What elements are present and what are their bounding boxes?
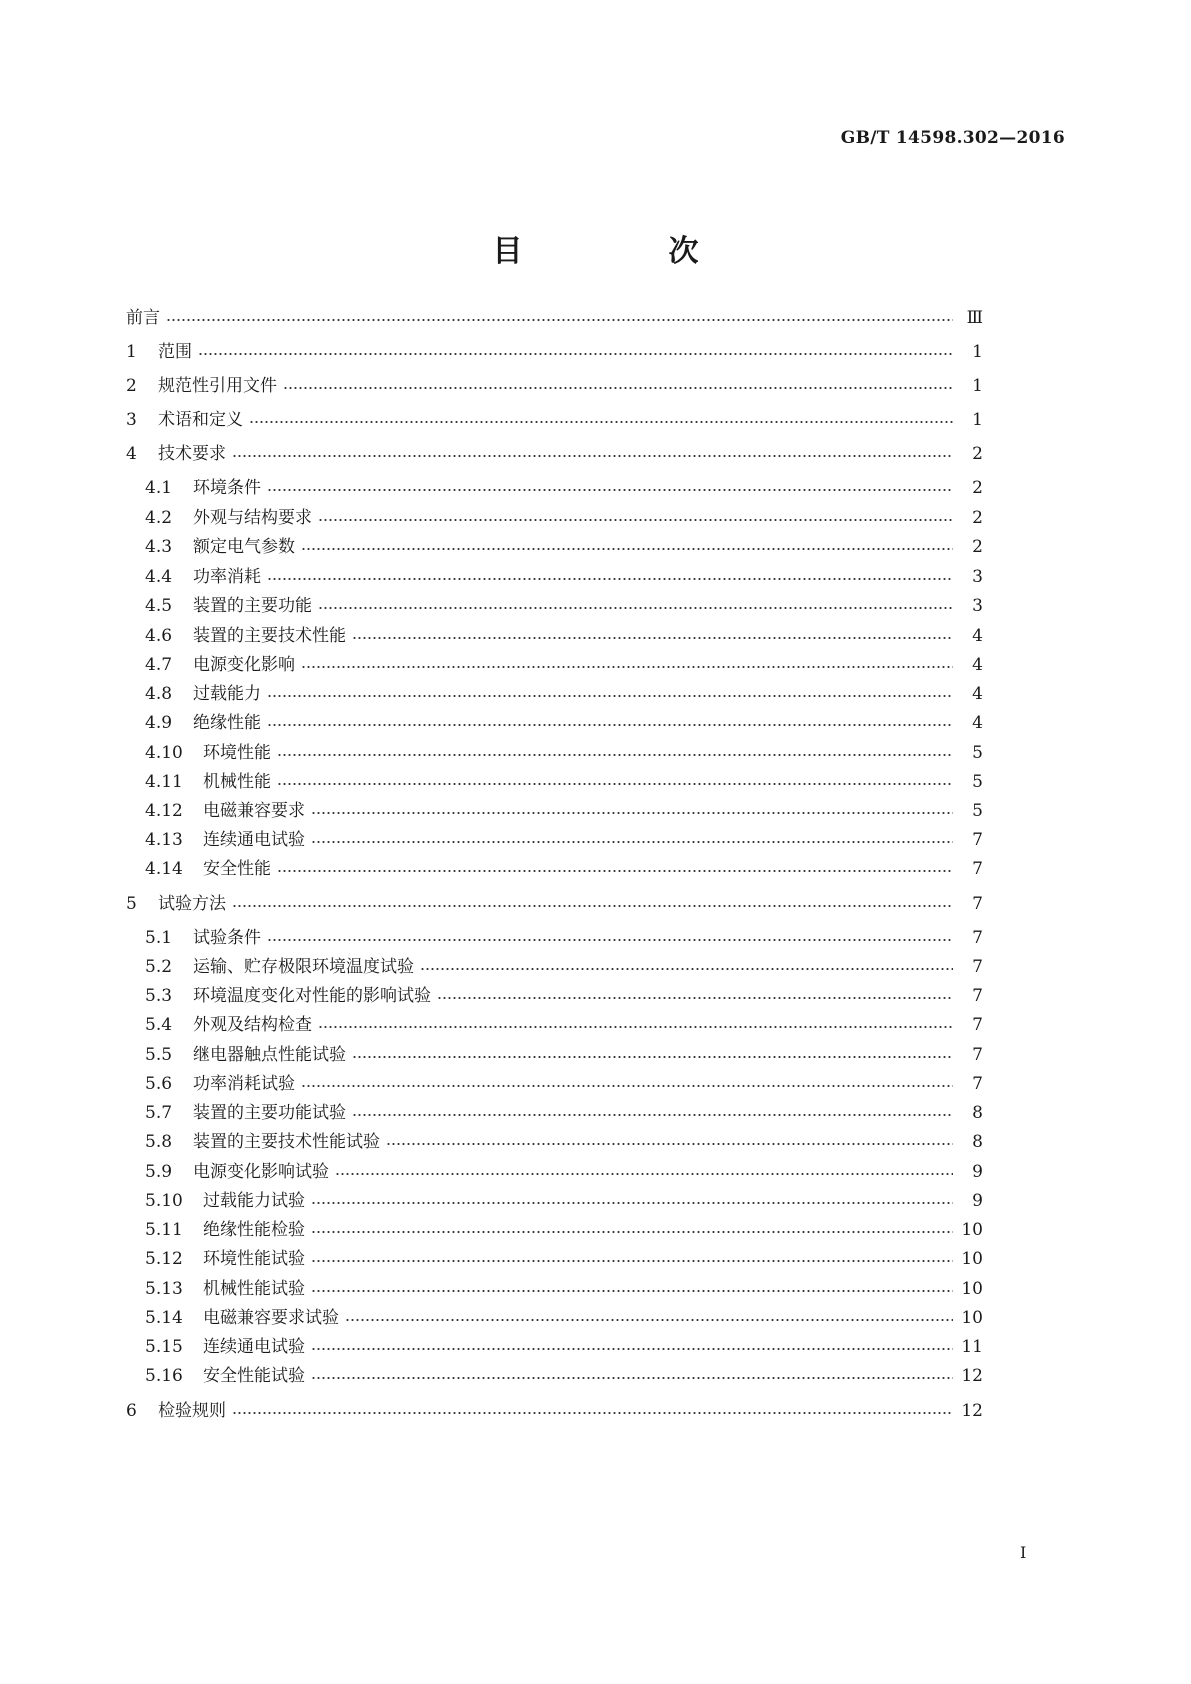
- toc-entry-page: 2: [972, 508, 983, 528]
- toc-entry-page: 4: [972, 626, 983, 646]
- dot-leader: [352, 637, 953, 639]
- toc-entry-number: 1: [126, 342, 137, 362]
- dot-leader: [283, 387, 953, 389]
- toc-entry-page: 1: [972, 410, 983, 430]
- toc-entry-page: 7: [972, 1074, 983, 1094]
- toc-entry-page: 7: [972, 830, 983, 850]
- dot-leader: [232, 1412, 953, 1414]
- toc-entry[interactable]: [145, 595, 983, 617]
- toc-entry-title: 安全性能试验: [203, 1366, 305, 1386]
- toc-entry-page: Ⅲ: [966, 308, 983, 328]
- toc-entry-page: 4: [972, 655, 983, 675]
- toc-entry[interactable]: [145, 927, 983, 949]
- toc-entry[interactable]: [145, 566, 983, 588]
- toc-entry[interactable]: [145, 1248, 983, 1270]
- dot-leader: [318, 519, 953, 521]
- toc-entry-page: 7: [972, 859, 983, 879]
- toc-entry-title: 检验规则: [158, 1401, 226, 1421]
- toc-entry-number: 4.3: [145, 537, 173, 557]
- dot-leader: [311, 1348, 953, 1350]
- toc-entry[interactable]: [126, 307, 983, 329]
- toc-entry-number: 5.5: [145, 1045, 173, 1065]
- toc-entry[interactable]: [145, 1278, 983, 1300]
- toc-entry-number: 5.9: [145, 1162, 173, 1182]
- toc-entry-page: 3: [972, 567, 983, 587]
- dot-leader: [232, 455, 953, 457]
- toc-entry-page: 7: [972, 928, 983, 948]
- toc-entry-title: 装置的主要功能: [193, 596, 312, 616]
- dot-leader: [311, 1202, 953, 1204]
- toc-entry-page: 10: [961, 1249, 983, 1269]
- dot-leader: [232, 905, 953, 907]
- toc-entry-title: 绝缘性能: [193, 713, 261, 733]
- toc-entry-number: 5.11: [145, 1220, 183, 1240]
- dot-leader: [437, 997, 953, 999]
- toc-entry[interactable]: [145, 858, 983, 880]
- toc-entry[interactable]: [145, 956, 983, 978]
- toc-entry-number: 5.7: [145, 1103, 173, 1123]
- toc-entry[interactable]: [126, 443, 983, 465]
- dot-leader: [198, 353, 953, 355]
- toc-entry[interactable]: [145, 477, 983, 499]
- dot-leader: [166, 319, 953, 321]
- toc-entry-number: 3: [126, 410, 137, 430]
- toc-entry-number: 4: [126, 444, 137, 464]
- toc-entry[interactable]: [145, 1219, 983, 1241]
- toc-entry[interactable]: [126, 375, 983, 397]
- toc-entry-page: 1: [972, 376, 983, 396]
- toc-entry-title: 电源变化影响: [193, 655, 295, 675]
- toc-entry-title: 过载能力: [193, 684, 261, 704]
- toc-entry-page: 7: [972, 957, 983, 977]
- toc-entry-page: 7: [972, 894, 983, 914]
- toc-entry-title: 环境性能: [203, 743, 271, 763]
- toc-entry-number: 4.14: [145, 859, 183, 879]
- toc-entry-number: 4.1: [145, 478, 173, 498]
- toc-entry[interactable]: [126, 893, 983, 915]
- toc-entry[interactable]: [145, 654, 983, 676]
- toc-entry-page: 2: [972, 444, 983, 464]
- toc-entry-title: 试验条件: [193, 928, 261, 948]
- toc-entry-page: 11: [961, 1337, 983, 1357]
- toc-entry-number: 2: [126, 376, 137, 396]
- toc-entry-page: 2: [972, 537, 983, 557]
- dot-leader: [301, 1085, 953, 1087]
- toc-entry[interactable]: [145, 1044, 983, 1066]
- toc-entry-page: 12: [961, 1366, 983, 1386]
- dot-leader: [311, 812, 953, 814]
- toc-entry-page: 5: [972, 772, 983, 792]
- toc-entry-title: 试验方法: [158, 894, 226, 914]
- toc-entry[interactable]: [145, 1161, 983, 1183]
- dot-leader: [249, 421, 953, 423]
- toc-entry-title: 安全性能: [203, 859, 271, 879]
- toc-entry-number: 4.6: [145, 626, 173, 646]
- dot-leader: [277, 783, 953, 785]
- page-folio: I: [1020, 1543, 1027, 1562]
- dot-leader: [301, 666, 953, 668]
- toc-entry-number: 5.1: [145, 928, 173, 948]
- toc-entry-number: 5.13: [145, 1279, 183, 1299]
- toc-entry-title: 电源变化影响试验: [193, 1162, 329, 1182]
- toc-entry-page: 8: [972, 1132, 983, 1152]
- toc-entry-number: 4.13: [145, 830, 183, 850]
- toc-entry[interactable]: [145, 1014, 983, 1036]
- toc-entry[interactable]: [145, 1336, 983, 1358]
- toc-entry-number: 5.16: [145, 1366, 183, 1386]
- toc-entry-number: 5.15: [145, 1337, 183, 1357]
- dot-leader: [267, 489, 953, 491]
- dot-leader: [352, 1056, 953, 1058]
- toc-entry-page: 5: [972, 743, 983, 763]
- toc-entry-number: 4.12: [145, 801, 183, 821]
- toc-entry-page: 4: [972, 684, 983, 704]
- toc-entry[interactable]: [145, 1073, 983, 1095]
- toc-entry-page: 1: [972, 342, 983, 362]
- dot-leader: [277, 754, 953, 756]
- toc-entry-number: 6: [126, 1401, 137, 1421]
- toc-entry-page: 8: [972, 1103, 983, 1123]
- dot-leader: [311, 1290, 953, 1292]
- toc-entry-number: 4.9: [145, 713, 173, 733]
- toc-entry[interactable]: [145, 536, 983, 558]
- toc-entry-number: 5.12: [145, 1249, 183, 1269]
- toc-entry-page: 9: [972, 1162, 983, 1182]
- toc-entry[interactable]: [145, 1307, 983, 1329]
- dot-leader: [420, 968, 953, 970]
- toc-entry-title: 装置的主要技术性能: [193, 626, 346, 646]
- dot-leader: [267, 578, 953, 580]
- toc-entry-title: 连续通电试验: [203, 1337, 305, 1357]
- toc-entry-number: 4.4: [145, 567, 173, 587]
- toc-entry-number: 5.2: [145, 957, 173, 977]
- toc-entry-title: 功率消耗试验: [193, 1074, 295, 1094]
- toc-entry-title: 机械性能: [203, 772, 271, 792]
- toc-entry-number: 4.5: [145, 596, 173, 616]
- toc-entry-title: 装置的主要技术性能试验: [193, 1132, 380, 1152]
- toc-entry-title: 装置的主要功能试验: [193, 1103, 346, 1123]
- toc-entry-title: 电磁兼容要求: [203, 801, 305, 821]
- document-code: GB/T 14598.302—2016: [840, 128, 1065, 148]
- toc-entry[interactable]: [126, 341, 983, 363]
- toc-entry-title: 连续通电试验: [203, 830, 305, 850]
- toc-entry-number: 5.10: [145, 1191, 183, 1211]
- toc-entry-number: 4.2: [145, 508, 173, 528]
- dot-leader: [277, 870, 953, 872]
- toc-entry-number: 5.6: [145, 1074, 173, 1094]
- toc-entry[interactable]: [126, 409, 983, 431]
- toc-entry[interactable]: [145, 985, 983, 1007]
- toc-entry-page: 10: [961, 1279, 983, 1299]
- dot-leader: [267, 695, 953, 697]
- toc-entry-number: 4.10: [145, 743, 183, 763]
- toc-entry-page: 2: [972, 478, 983, 498]
- toc-entry[interactable]: [145, 800, 983, 822]
- dot-leader: [301, 548, 953, 550]
- toc-entry[interactable]: [145, 625, 983, 647]
- toc-entry-title: 环境性能试验: [203, 1249, 305, 1269]
- toc-entry-title: 运输、贮存极限环境温度试验: [193, 957, 414, 977]
- toc-entry[interactable]: [126, 1400, 983, 1422]
- toc-entry-number: 4.11: [145, 772, 183, 792]
- toc-entry-title: 外观与结构要求: [193, 508, 312, 528]
- dot-leader: [311, 1260, 953, 1262]
- toc-entry-number: 5.14: [145, 1308, 183, 1328]
- toc-entry-number: 5: [126, 894, 137, 914]
- dot-leader: [267, 724, 953, 726]
- dot-leader: [318, 607, 953, 609]
- toc-entry-number: 4.8: [145, 684, 173, 704]
- toc-entry-number: 5.8: [145, 1132, 173, 1152]
- toc-entry-title: 环境条件: [193, 478, 261, 498]
- toc-entry-number: 5.3: [145, 986, 173, 1006]
- toc-entry-page: 3: [972, 596, 983, 616]
- toc-entry[interactable]: [145, 507, 983, 529]
- dot-leader: [386, 1143, 953, 1145]
- toc-entry-title: 环境温度变化对性能的影响试验: [193, 986, 431, 1006]
- toc-entry-page: 7: [972, 986, 983, 1006]
- toc-entry-title: 功率消耗: [193, 567, 261, 587]
- toc-entry[interactable]: [145, 1365, 983, 1387]
- toc-entry-title: 绝缘性能检验: [203, 1220, 305, 1240]
- toc-entry-title: 电磁兼容要求试验: [203, 1308, 339, 1328]
- toc-entry[interactable]: [145, 683, 983, 705]
- toc-entry-title: 机械性能试验: [203, 1279, 305, 1299]
- toc-entry-title: 技术要求: [158, 444, 226, 464]
- toc-entry-page: 4: [972, 713, 983, 733]
- toc-entry-title: 前言: [126, 308, 160, 328]
- toc-entry-number: 4.7: [145, 655, 173, 675]
- toc-entry[interactable]: [145, 1131, 983, 1153]
- toc-entry-number: 5.4: [145, 1015, 173, 1035]
- toc-entry[interactable]: [145, 742, 983, 764]
- toc-entry[interactable]: [145, 771, 983, 793]
- toc-entry-page: 10: [961, 1308, 983, 1328]
- toc-entry-title: 术语和定义: [158, 410, 243, 430]
- toc-entry[interactable]: [145, 829, 983, 851]
- toc-entry[interactable]: [145, 1190, 983, 1212]
- dot-leader: [352, 1114, 953, 1116]
- toc-entry-title: 过载能力试验: [203, 1191, 305, 1211]
- toc-entry-title: 范围: [158, 342, 192, 362]
- toc-entry-page: 5: [972, 801, 983, 821]
- toc-entry-page: 10: [961, 1220, 983, 1240]
- toc-entry-title: 外观及结构检查: [193, 1015, 312, 1035]
- dot-leader: [311, 1231, 953, 1233]
- toc-entry[interactable]: [145, 712, 983, 734]
- dot-leader: [311, 1377, 953, 1379]
- toc-entry-page: 12: [961, 1401, 983, 1421]
- toc-entry-page: 7: [972, 1045, 983, 1065]
- dot-leader: [267, 939, 953, 941]
- dot-leader: [335, 1173, 953, 1175]
- dot-leader: [345, 1319, 953, 1321]
- toc-entry-title: 额定电气参数: [193, 537, 295, 557]
- toc-entry[interactable]: [145, 1102, 983, 1124]
- page-title: 目 次: [492, 234, 757, 269]
- dot-leader: [311, 841, 953, 843]
- toc-entry-page: 9: [972, 1191, 983, 1211]
- toc-entry-title: 继电器触点性能试验: [193, 1045, 346, 1065]
- toc-entry-title: 规范性引用文件: [158, 376, 277, 396]
- dot-leader: [318, 1026, 953, 1028]
- toc-entry-page: 7: [972, 1015, 983, 1035]
